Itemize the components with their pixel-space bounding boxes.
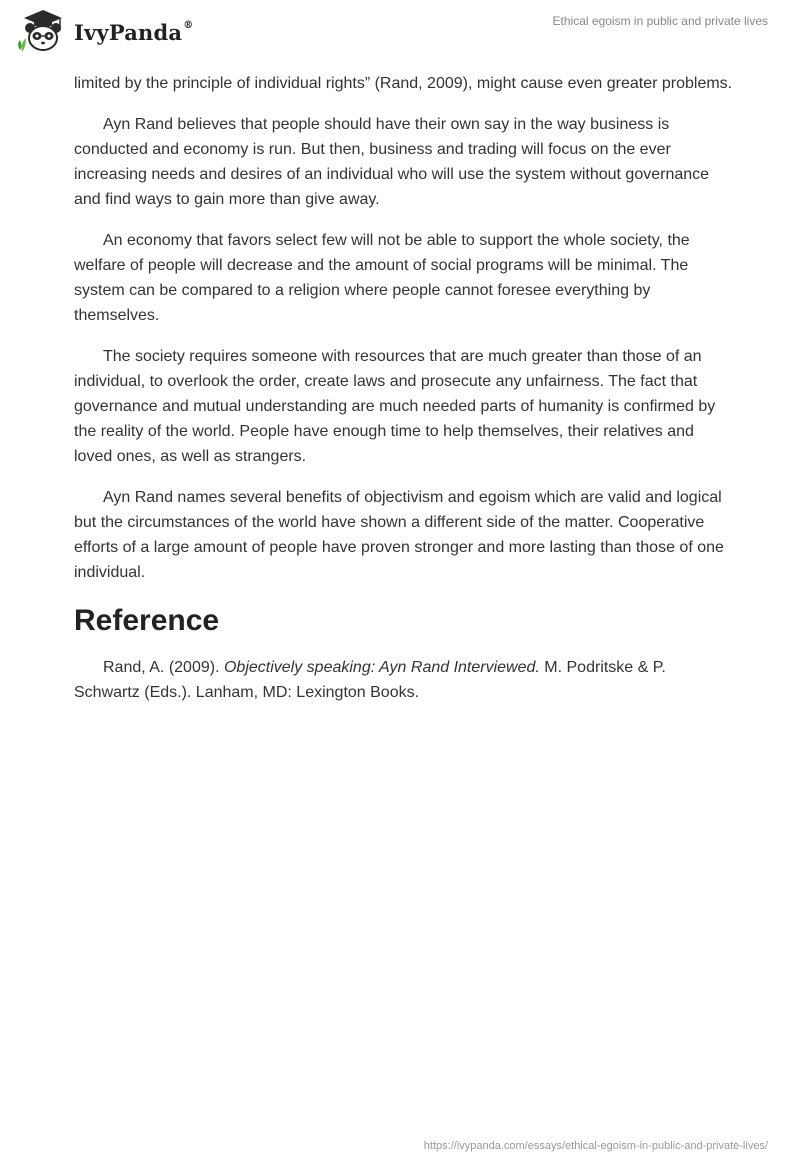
paragraph: An economy that favors select few will not be able to support the whole society, the welfare of people will decrease and the amount of social programs will be minimal. The system can be compared to a religion where people cannot foresee everything by themselves. [74,232,690,324]
page-url[interactable]: https://ivypanda.com/essays/ethical-egoism-in-public-and-private-lives/ [423,1140,768,1152]
paragraph-continued: limited by the principle of individual rights” (Rand, 2009), might cause even greater problems. [74,75,733,92]
ivypanda-logo[interactable] [16,8,193,54]
reference-author-year: Rand, A. (2009). [103,659,224,676]
paragraph: Ayn Rand believes that people should have their own say in the way business is conducted and economy is run. But then, business and trading will focus on the ever increasing needs and desires of an individual who will use the system without governance and find ways to gain more than give away. [74,116,710,208]
page-header [0,0,800,66]
document-title: Ethical egoism in public and private lives [552,14,768,28]
brand-name: IvyPanda [74,19,183,45]
reference-publication-info: M. Podritske & P. Schwartz (Eds.). Lanham, MD: Lexington Books. [74,659,666,701]
registered-mark: ® [183,19,194,31]
reference-title: Objectively speaking: Ayn Rand Interviewed. [223,659,540,676]
paragraph: The society requires someone with resources that are much greater than those of an individual, to overlook the order, create laws and prosecute any unfairness. The fact that governance and mutual understanding are much needed parts of humanity is confirmed by the reality of the world. People have enough time to help themselves, their relatives and loved ones, as well as strangers. [74,348,716,465]
paragraph: Ayn Rand names several benefits of objectivism and egoism which are valid and logical but the circumstances of the world have shown a different side of the matter. Cooperative efforts of a large amount of people have proven stronger and more lasting than those of one individual. [74,489,724,581]
reference-entry [74,655,734,705]
essay-content [74,71,734,721]
panda-graduate-icon [16,8,70,54]
reference-heading: Reference [74,604,220,637]
